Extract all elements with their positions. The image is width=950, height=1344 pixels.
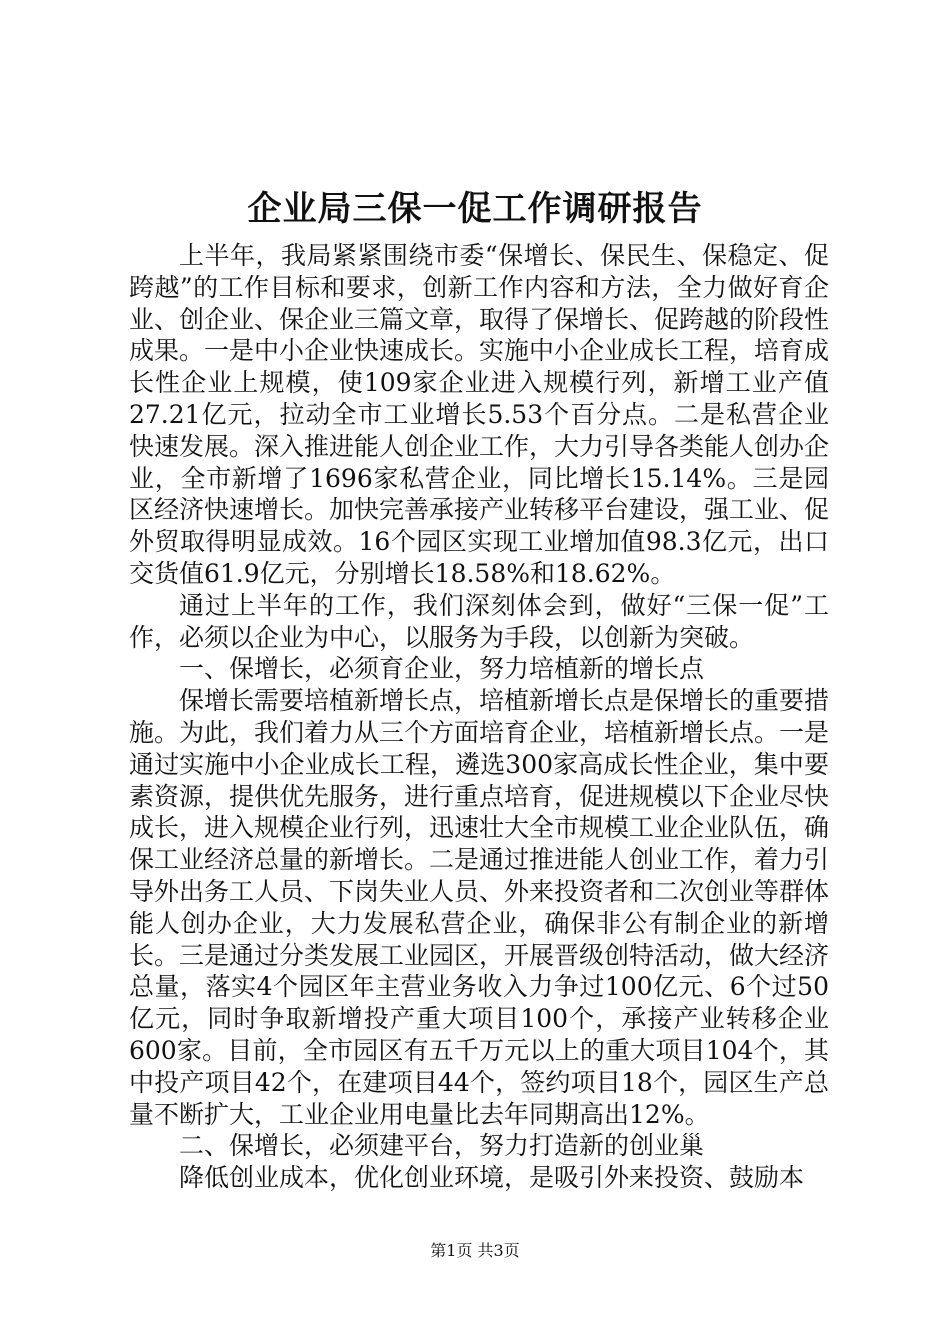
section-heading-2: 二、保增长，必须建平台，努力打造新的创业巢: [179, 1131, 705, 1161]
paragraph-section-1: 保增长需要培植新增长点，培植新增长点是保增长的重要措施。为此，我们着力从三个方面培育企业，培植新增长点。一是通过实施中小企业成长工程，遴选300家高成长性企业，集中要素资源，提供优先服务，进行重点培育，促进规模以下企业尽快成长，进入规模企业行列，迅速壮大全市规模工业企业队伍，确保工业经济总量的新增长。二是通过推进能人创业工作，着力引导外出务工人员、下岗失业人员、外来投资者和二次创业等群体能人创办企业，大力发展私营企业，确保非公有制企业的新增长。三是通过分类发展工业园区，开展晋级创特活动，做大经济总量，落实4个园区年主营业务收入力争过100亿元、6个过50亿元，同时争取新增投产重大项目100个，承接产业转移企业600家。目前，全市园区有五千万元以上的重大项目104个，其中投产项目42个，在建项目44个，签约项目18个，园区生产总量不断扩大，工业企业用电量比去年同期高出12%。: [129, 686, 830, 1129]
document-body: [129, 240, 829, 1194]
document-title: 企业局三保一促工作调研报告: [247, 189, 703, 229]
page-number-footer: 第1页 共3页: [430, 1241, 520, 1260]
paragraph-section-2: 降低创业成本，优化创业环境，是吸引外来投资、鼓励本: [179, 1163, 805, 1193]
section-heading-1: 一、保增长，必须育企业，努力培植新的增长点: [179, 654, 705, 684]
paragraph-intro: 上半年，我局紧紧围绕市委“保增长、保民生、保稳定、促跨越”的工作目标和要求，创新工作内容和方法，全力做好育企业、创企业、保企业三篇文章，取得了保增长、促跨越的阶段性成果。一是中小企业快速成长。实施中小企业成长工程，培育成长性企业上规模，使109家企业进入规模行列，新增工业产值27.21亿元，拉动全市工业增长5.53个百分点。二是私营企业快速发展。深入推进能人创企业工作，大力引导各类能人创办企业，全市新增了1696家私营企业，同比增长15.14%。三是园区经济快速增长。加快完善承接产业转移平台建设，强工业、促外贸取得明显成效。16个园区实现工业增加值98.3亿元，出口交货值61.9亿元，分别增长18.58%和18.62%。: [129, 241, 830, 588]
paragraph-summary: 通过上半年的工作，我们深刻体会到，做好“三保一促”工作，必须以企业为中心，以服务为手段，以创新为突破。: [129, 590, 829, 652]
